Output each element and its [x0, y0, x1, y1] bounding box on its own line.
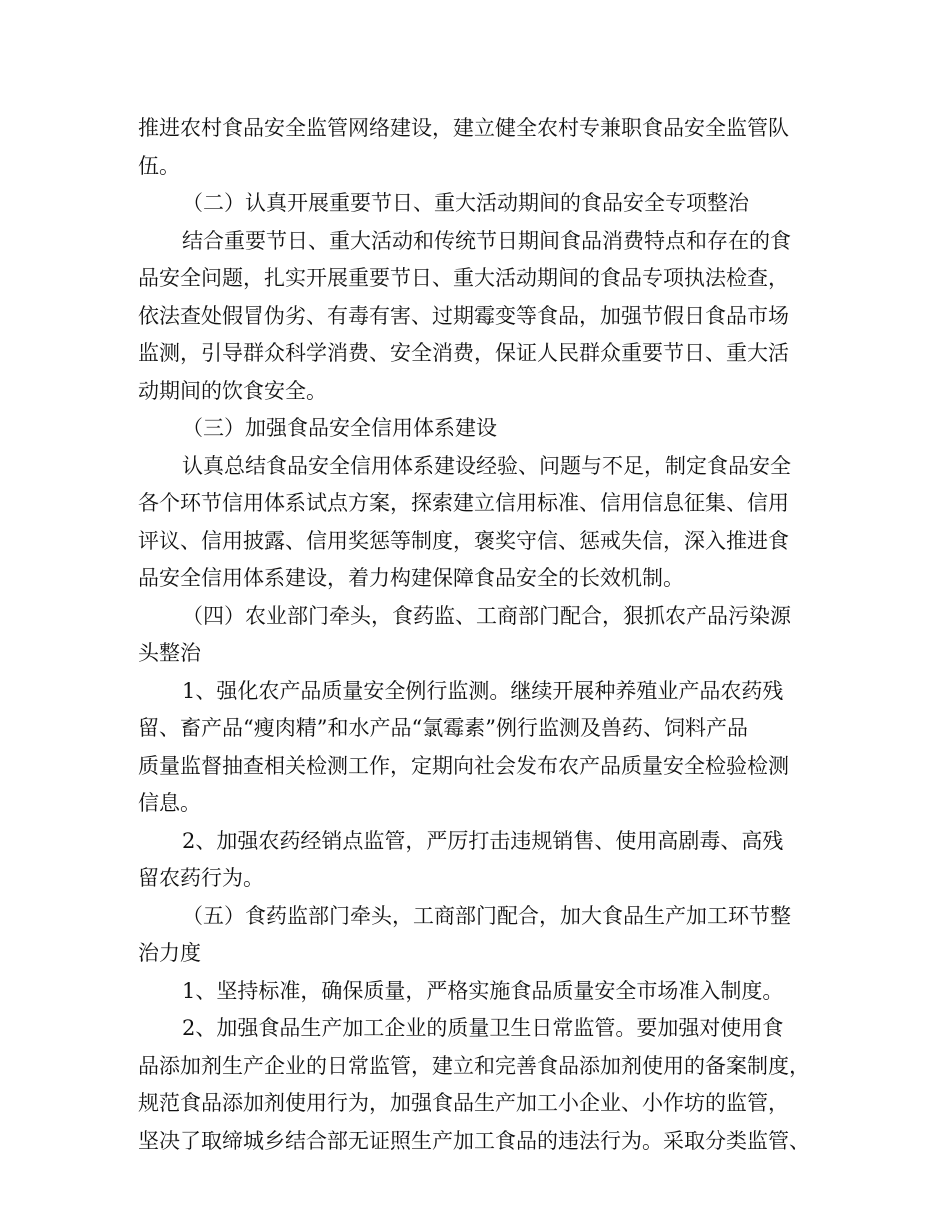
text-line: 认真总结食品安全信用体系建设经验、问题与不足，制定食品安全	[182, 453, 791, 478]
text-line: 伍。	[138, 153, 180, 178]
text-line: （四）农业部门牵头，食药监、工商部门配合，狠抓农产品污染源	[182, 603, 791, 628]
text-line: 2、加强农药经销点监管，严厉打击违规销售、使用高剧毒、高残	[182, 828, 784, 853]
text-line: 1、强化农产品质量安全例行监测。继续开展种养殖业产品农药残	[182, 678, 784, 703]
text-line: 品添加剂生产企业的日常监管，建立和完善食品添加剂使用的备案制度，	[138, 1053, 810, 1078]
text-line: 治力度	[138, 941, 201, 965]
text-line: 1、坚持标准，确保质量，严格实施食品质量安全市场准入制度。	[182, 978, 784, 1003]
text-line: 评议、信用披露、信用奖惩等制度，褒奖守信、惩戒失信，深入推进食	[138, 528, 789, 553]
text-line: 留农药行为。	[138, 866, 264, 890]
text-line: 推进农村食品安全监管网络建设，建立健全农村专兼职食品安全监管队	[138, 116, 789, 140]
text-line: 品安全信用体系建设，着力构建保障食品安全的长效机制。	[138, 566, 684, 590]
text-line: 质量监督抽查相关检测工作，定期向社会发布农产品质量安全检验检测	[138, 753, 789, 778]
text-line: 头整治	[138, 641, 201, 665]
text-line: 规范食品添加剂使用行为，加强食品生产加工小企业、小作坊的监管，	[138, 1091, 789, 1115]
text-line: 结合重要节日、重大活动和传统节日期间食品消费特点和存在的食	[182, 228, 791, 253]
text-line: 依法查处假冒伪劣、有毒有害、过期霉变等食品，加强节假日食品市场	[138, 303, 789, 328]
text-line: 各个环节信用体系试点方案，探索建立信用标准、信用信息征集、信用	[138, 491, 789, 515]
text-line: 2、加强食品生产加工企业的质量卫生日常监管。要加强对使用食	[182, 1016, 784, 1040]
text-line: 动期间的饮食安全。	[138, 378, 327, 403]
text-line: （二）认真开展重要节日、重大活动期间的食品安全专项整治	[182, 191, 749, 215]
text-line: 品安全问题，扎实开展重要节日、重大活动期间的食品专项执法检查，	[138, 266, 789, 290]
text-line: 坚决了取缔城乡结合部无证照生产加工食品的违法行为。采取分类监管、	[138, 1128, 810, 1153]
document-body	[138, 110, 822, 1160]
text-line: （三）加强食品安全信用体系建设	[182, 416, 497, 440]
text-line: 信息。	[138, 791, 201, 815]
text-line: 留、畜产品“瘦肉精”和水产品“氯霉素”例行监测及兽药、饲料产品	[138, 716, 748, 740]
text-line: （五）食药监部门牵头，工商部门配合，加大食品生产加工环节整	[182, 903, 791, 928]
text-line: 监测，引导群众科学消费、安全消费，保证人民群众重要节日、重大活	[138, 341, 789, 365]
